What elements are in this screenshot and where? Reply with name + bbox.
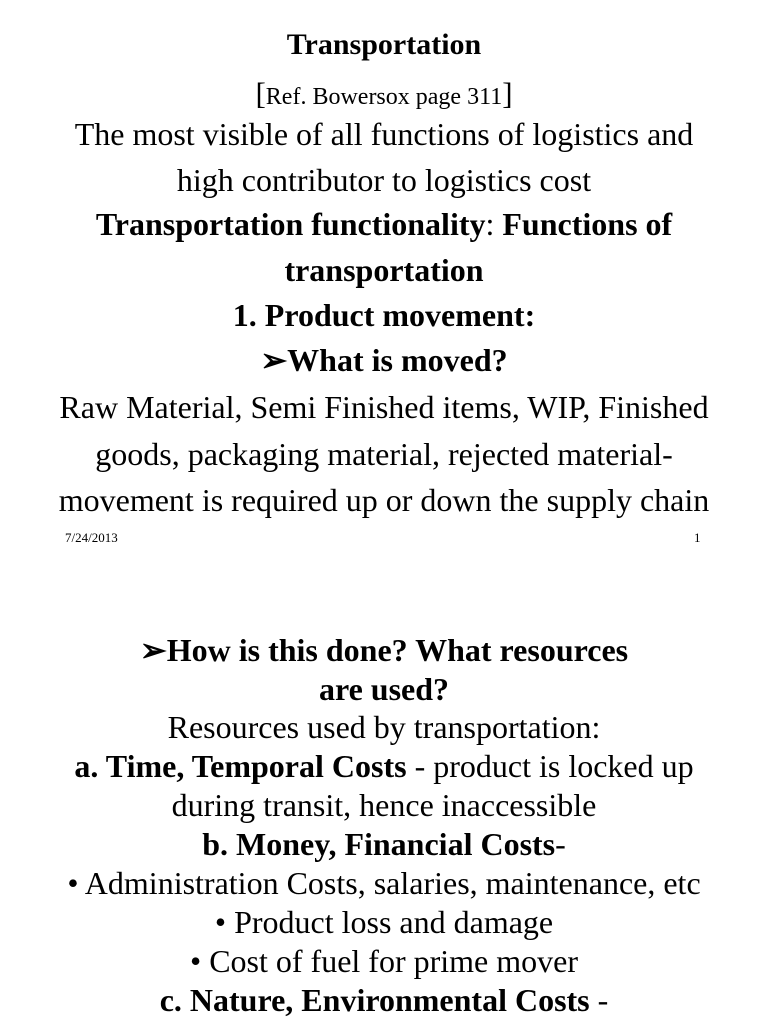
slide-title: Transportation (286, 28, 482, 61)
footer-page-number: 1 (694, 530, 701, 545)
intro-line-2: high contributor to logistics cost (176, 162, 592, 198)
item-b-text: - (555, 826, 566, 862)
functions-of-label: Functions of (502, 206, 673, 242)
question-line-1 (0, 634, 768, 666)
question-text: How is this done? What resources (166, 632, 629, 668)
cost-bullet-3: • Cost of fuel for prime mover (190, 943, 578, 979)
item-c-label: c. Nature, Environmental Costs (159, 982, 590, 1018)
item-b-line (0, 828, 768, 860)
functionality-line (0, 208, 768, 240)
reference-text: Ref. Bowersox page 311 (265, 84, 503, 110)
question-line-2: are used? (318, 671, 450, 707)
item-b-label: b. Money, Financial Costs (202, 826, 556, 862)
arrow-bullet-icon: ➢ (139, 632, 167, 668)
ref-open-bracket: [ (255, 76, 266, 111)
body-line-3: movement is required up or down the supply chain (58, 482, 710, 518)
body-line-1: Raw Material, Semi Finished items, WIP, Finished (59, 389, 709, 425)
functionality-line-2: transportation (284, 252, 484, 288)
cost-bullet-1: • Administration Costs, salaries, maintenance, etc (67, 865, 701, 901)
item-a-label: a. Time, Temporal Costs (74, 748, 407, 784)
bullet-text: What is moved? (287, 342, 508, 378)
item-c-line (0, 984, 768, 1016)
item-c-text: - (589, 982, 609, 1018)
intro-line-1: The most visible of all functions of logistics and (74, 116, 694, 152)
item-a-line-1 (0, 750, 768, 782)
functionality-colon: : (485, 206, 503, 242)
ref-close-bracket: ] (502, 76, 513, 111)
bullet-what-is-moved (0, 344, 768, 376)
cost-bullet-2: • Product loss and damage (214, 904, 554, 940)
heading-product-movement: 1. Product movement: (232, 297, 536, 333)
item-a-text: - product is locked up (406, 748, 694, 784)
footer-date: 7/24/2013 (65, 530, 118, 545)
reference-line (0, 78, 768, 109)
body-line-2: goods, packaging material, rejected material- (95, 436, 673, 472)
slide-2 (0, 556, 768, 1024)
arrow-bullet-icon: ➢ (260, 342, 288, 378)
item-a-line-2: during transit, hence inaccessible (171, 787, 597, 823)
functionality-label: Transportation functionality (95, 206, 486, 242)
resources-intro: Resources used by transportation: (167, 709, 601, 745)
